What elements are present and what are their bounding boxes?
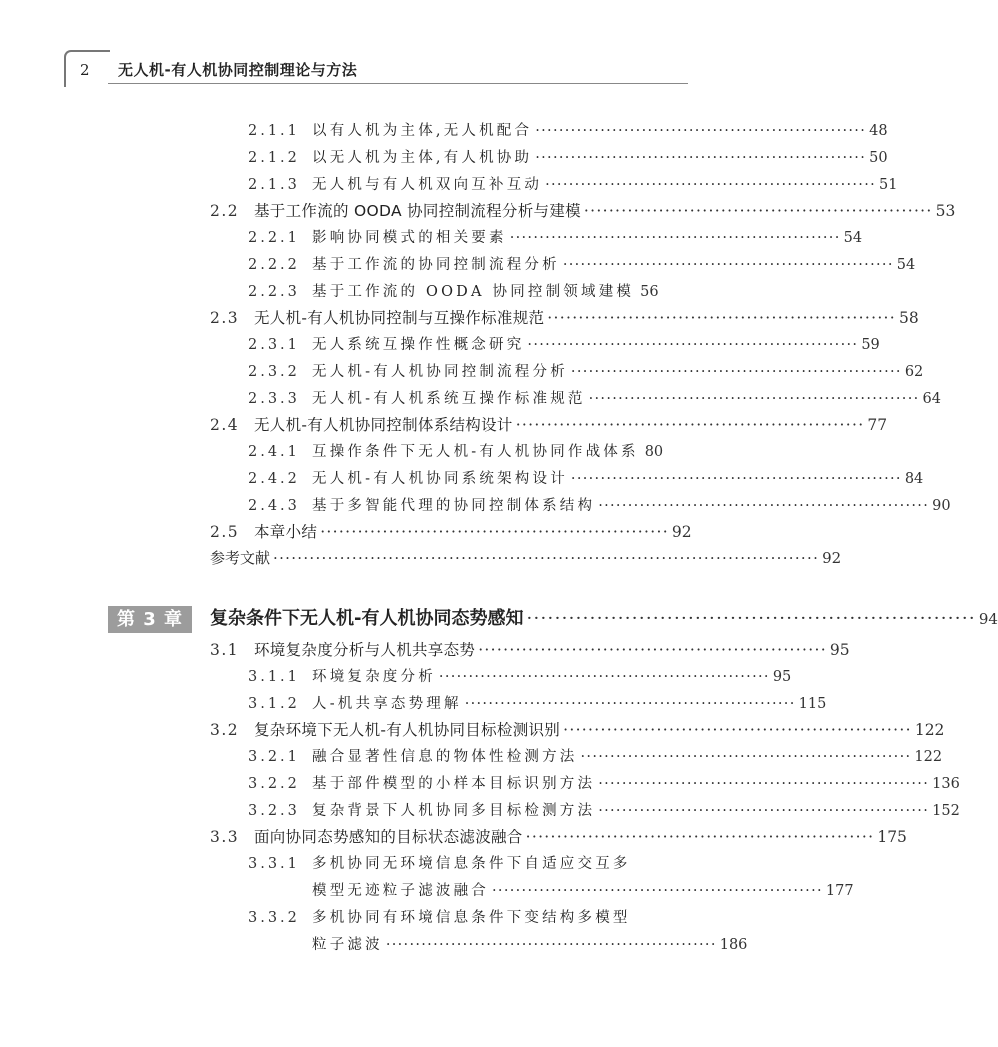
entry-number: 2.3.1 — [248, 337, 300, 353]
entry-number: 2.3 — [210, 309, 240, 327]
toc-entry-continuation[interactable] — [312, 879, 854, 900]
entry-title: 基于工作流的协同控制流程分析 — [312, 257, 560, 273]
leader-dots: ························································ — [320, 523, 669, 541]
entry-title: 环境复杂度分析 — [312, 669, 436, 685]
chapter-title: 复杂条件下无人机-有人机协同态势感知 — [210, 608, 524, 629]
entry-page: 90 — [932, 498, 951, 514]
entry-number: 3.3.1 — [248, 856, 300, 872]
entry-number: 3.1 — [210, 641, 240, 659]
leader-dots: ························································ — [570, 471, 902, 487]
entry-page: 92 — [822, 549, 842, 567]
toc-entry[interactable] — [210, 306, 919, 328]
entry-title: 人-机共享态势理解 — [312, 696, 462, 712]
toc-entry[interactable] — [210, 520, 692, 542]
leader-dots: ························································ — [598, 803, 930, 819]
toc-entry[interactable] — [210, 199, 956, 221]
entry-title: 融合显著性信息的物体性检测方法 — [312, 749, 578, 765]
toc-entry[interactable] — [248, 494, 951, 515]
leader-dots: ························································ — [562, 257, 894, 273]
entry-number: 3.2 — [210, 721, 240, 739]
toc-entry[interactable] — [210, 638, 850, 660]
entry-number: 2.3.2 — [248, 364, 300, 380]
entry-title: 基于多智能代理的协同控制体系结构 — [312, 498, 596, 514]
toc-entry[interactable] — [248, 692, 827, 713]
entry-title: 本章小结 — [254, 523, 318, 541]
entry-title: 模型无迹粒子滤波融合 — [312, 883, 489, 899]
leader-dots: ························································ — [563, 721, 912, 739]
entry-title: 基于工作流的 OODA 协同控制流程分析与建模 — [254, 202, 581, 220]
toc-entry[interactable] — [210, 718, 945, 740]
entry-title: 无人机-有人机协同控制体系结构设计 — [254, 416, 513, 434]
entry-title: 多机协同有环境信息条件下变结构多模型 — [312, 910, 631, 926]
leader-dots: ························································ — [598, 776, 930, 792]
entry-number: 2.5 — [210, 523, 240, 541]
leader-dots: ························································ — [580, 749, 912, 765]
entry-title: 以无人机为主体,有人机协助 — [312, 150, 533, 166]
entry-page: 51 — [879, 177, 898, 193]
entry-title: 无人机-有人机协同控制与互操作标准规范 — [254, 309, 545, 327]
entry-number: 2.1.2 — [248, 150, 300, 166]
entry-title: 无人机-有人机协同系统架构设计 — [312, 471, 568, 487]
entry-page: 122 — [914, 749, 943, 765]
entry-page: 59 — [861, 337, 880, 353]
entry-page: 58 — [899, 309, 919, 327]
entry-title: 多机协同无环境信息条件下自适应交互多 — [312, 856, 631, 872]
entry-page: 50 — [869, 150, 888, 166]
toc-entry[interactable] — [248, 799, 960, 820]
chapter-page: 94 — [978, 610, 998, 628]
toc-entry[interactable] — [248, 852, 644, 873]
entry-page: 95 — [772, 669, 792, 685]
toc-entry[interactable] — [248, 119, 888, 140]
entry-page: 80 — [644, 444, 664, 460]
leader-dots: ························································ — [588, 391, 920, 407]
entry-title: 基于部件模型的小样本目标识别方法 — [312, 776, 596, 792]
entry-number: 2.4.2 — [248, 471, 300, 487]
leader-dots: ························································ — [598, 498, 930, 514]
entry-number: 3.2.1 — [248, 749, 300, 765]
entry-number: 2.4.3 — [248, 498, 300, 514]
page-number: 2 — [80, 61, 90, 79]
toc-entry[interactable] — [210, 825, 907, 847]
toc-entry[interactable] — [248, 387, 941, 408]
toc-entry[interactable] — [248, 280, 659, 301]
entry-number: 2.1.3 — [248, 177, 300, 193]
entry-title: 参考文献 — [210, 549, 271, 567]
leader-dots: ························································ — [438, 669, 770, 685]
toc-entry[interactable] — [248, 772, 960, 793]
entry-page: 115 — [798, 696, 827, 712]
entry-number: 2.4.1 — [248, 444, 300, 460]
toc-entry[interactable] — [248, 226, 863, 247]
header-rule — [108, 83, 688, 84]
entry-title: 以有人机为主体,无人机配合 — [312, 123, 533, 139]
entry-title: 影响协同模式的相关要素 — [312, 230, 507, 246]
running-header — [0, 0, 750, 100]
entry-page: 152 — [932, 803, 960, 819]
toc-entry[interactable] — [248, 253, 916, 274]
toc-entry[interactable] — [248, 665, 792, 686]
entry-title: 无人系统互操作性概念研究 — [312, 337, 525, 353]
entry-number: 2.2.2 — [248, 257, 300, 273]
leader-dots: ························································ — [464, 696, 796, 712]
chapter-badge: 第 3 章 — [108, 606, 192, 633]
entry-page: 186 — [719, 937, 748, 953]
leader-dots: ························································ — [527, 337, 859, 353]
entry-page: 136 — [932, 776, 960, 792]
leader-dots: ························································ — [385, 937, 717, 953]
entry-page: 122 — [914, 721, 945, 739]
entry-page: 84 — [904, 471, 924, 487]
entry-title: 粒子滤波 — [312, 937, 383, 953]
entry-page: 53 — [935, 202, 956, 220]
leader-dots: ························································ — [535, 150, 867, 166]
entry-page: 95 — [829, 641, 850, 659]
toc-entry[interactable] — [248, 173, 898, 194]
entry-number: 2.2 — [210, 202, 240, 220]
entry-page: 56 — [640, 284, 659, 300]
entry-number: 3.2.3 — [248, 803, 300, 819]
entry-page: 54 — [843, 230, 863, 246]
toc-entry[interactable] — [248, 360, 924, 381]
leader-dots: ························································ — [478, 641, 827, 659]
leader-dots: ························································ — [492, 883, 823, 899]
entry-number: 3.1.1 — [248, 669, 300, 685]
entry-number: 3.1.2 — [248, 696, 300, 712]
entry-number: 2.1.1 — [248, 123, 300, 139]
toc-entry[interactable] — [248, 333, 880, 354]
entry-page: 92 — [671, 523, 692, 541]
entry-title: 互操作条件下无人机-有人机协同作战体系 — [312, 444, 639, 460]
leader-dots: ························································ — [535, 123, 867, 139]
entry-page: 48 — [869, 123, 888, 139]
entry-page: 54 — [896, 257, 916, 273]
entry-title: 无人机-有人机协同控制流程分析 — [312, 364, 568, 380]
toc-entry[interactable] — [248, 440, 664, 461]
entry-number: 3.2.2 — [248, 776, 300, 792]
leader-dots: ································································ — [526, 608, 976, 629]
chapter-heading[interactable] — [108, 604, 998, 632]
toc-entry-continuation[interactable] — [312, 933, 748, 954]
entry-page: 77 — [867, 416, 888, 434]
entry-title: 复杂背景下人机协同多目标检测方法 — [312, 803, 596, 819]
leader-dots: ························································ — [515, 416, 865, 434]
entry-number: 2.2.1 — [248, 230, 300, 246]
entry-number: 2.3.3 — [248, 391, 300, 407]
toc-entry[interactable] — [210, 413, 888, 435]
entry-title: 基于工作流的 OODA 协同控制领域建模 — [312, 284, 635, 300]
entry-title: 环境复杂度分析与人机共享态势 — [254, 641, 476, 659]
leader-dots: ························································ — [583, 202, 933, 220]
entry-page: 177 — [825, 883, 854, 899]
toc-entry[interactable] — [248, 467, 924, 488]
leader-dots: ························································ — [525, 828, 875, 846]
entry-page: 62 — [904, 364, 924, 380]
entry-number: 2.2.3 — [248, 284, 300, 300]
leader-dots: ·························································································· — [273, 549, 820, 567]
entry-page: 64 — [922, 391, 941, 407]
entry-number: 3.3 — [210, 828, 240, 846]
book-title: 无人机-有人机协同控制理论与方法 — [118, 61, 358, 79]
entry-number: 2.4 — [210, 416, 240, 434]
toc-entry[interactable] — [248, 745, 943, 766]
leader-dots: ························································ — [570, 364, 902, 380]
toc-entry[interactable] — [248, 146, 888, 167]
entry-title: 无人机与有人机双向互补互动 — [312, 177, 543, 193]
toc-entry[interactable] — [248, 906, 644, 927]
entry-title: 面向协同态势感知的目标状态滤波融合 — [254, 828, 523, 846]
entry-page: 175 — [877, 828, 907, 846]
leader-dots: ························································ — [547, 309, 897, 327]
leader-dots: ························································ — [509, 230, 841, 246]
entry-title: 无人机-有人机系统互操作标准规范 — [312, 391, 586, 407]
toc-entry-references[interactable] — [210, 547, 842, 568]
leader-dots: ························································ — [545, 177, 877, 193]
entry-number: 3.3.2 — [248, 910, 300, 926]
entry-title: 复杂环境下无人机-有人机协同目标检测识别 — [254, 721, 561, 739]
